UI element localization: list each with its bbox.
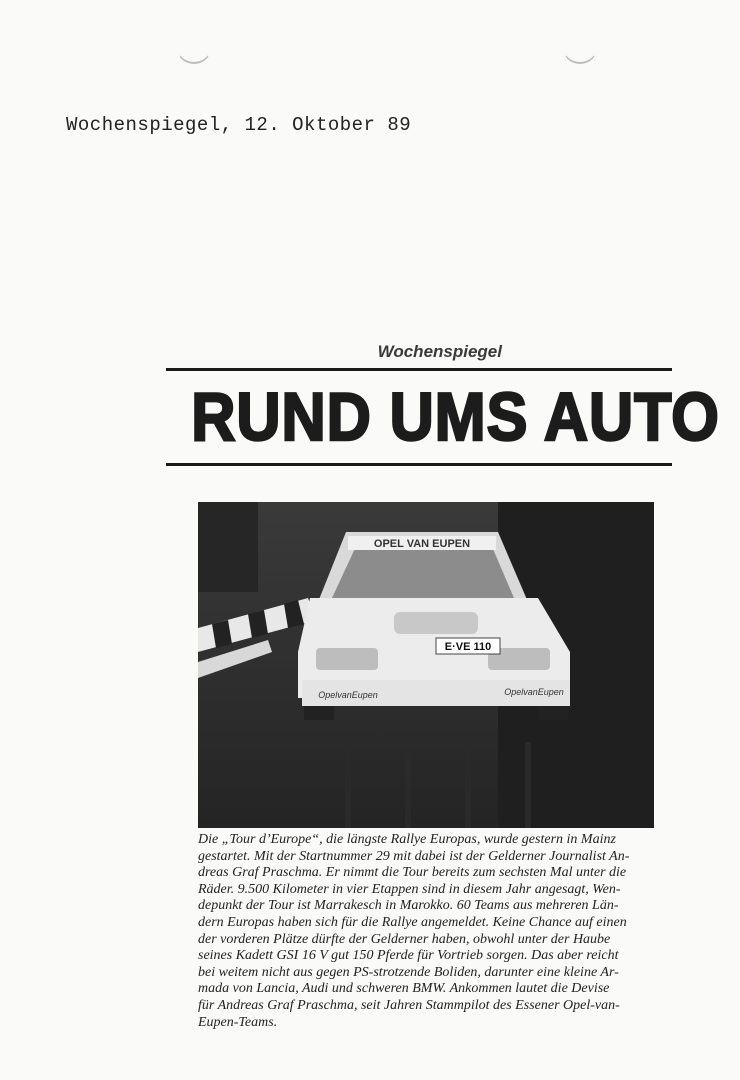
caption-line: gestartet. Mit der Startnummer 29 mit dabei ist der Gelderner Journalist An-: [198, 848, 630, 864]
bus-shape: [198, 502, 258, 592]
bumper-text-right: OpelvanEupen: [504, 687, 564, 697]
newspaper-name: Wochenspiegel: [377, 342, 502, 361]
typed-source-line: Wochenspiegel, 12. Oktober 89: [66, 114, 412, 136]
car-banner-text: OPEL VAN EUPEN: [373, 538, 471, 550]
caption-line: bei weitem nicht aus gegen PS-strotzende Boliden, darunter eine kleine Ar-: [198, 964, 619, 980]
caption-line: dern Europas haben sich für die Rallye angemeldet. Keine Chance auf einen: [198, 914, 627, 930]
rally-car-photo: [198, 502, 654, 828]
rally-car-illustration: [198, 502, 654, 828]
caption-line: mada von Lancia, Audi und schweren BMW. Ankommen lautet die Devise: [198, 981, 610, 997]
license-plate-text: E·VE 110: [444, 641, 492, 653]
caption-line: dreas Graf Praschma. Er nimmt die Tour bereits zum sechsten Mal unter die: [198, 865, 627, 881]
caption-line: der vorderen Plätze dürfte der Gelderner haben, obwohl unter der Haube: [198, 931, 611, 947]
bumper-text-left: OpelvanEupen: [318, 690, 378, 700]
caption-line: Eupen-Teams.: [198, 1014, 278, 1030]
caption-line: Die „Tour d’Europe“, die längste Rallye Europas, wurde gestern in Mainz: [198, 832, 616, 847]
caption-line: depunkt der Tour ist Marrakesch in Marokko. 60 Teams aus mehreren Län-: [198, 898, 619, 914]
newspaper-clipping: [166, 340, 720, 1030]
caption-line: Räder. 9.500 Kilometer in vier Etappen sind in diesem Jahr angesagt, Wen-: [198, 881, 621, 897]
section-title: RUND UMS AUTO: [191, 379, 720, 455]
photo-caption: [198, 832, 656, 1031]
bottom-rule: [166, 463, 672, 466]
caption-line: für Andreas Graf Praschma, seit Jahren Stammpilot des Essener Opel-van-: [198, 997, 620, 1013]
punch-hole-left: [176, 28, 212, 64]
caption-line: seines Kadett GSI 16 V gut 150 Pferde für Vortrieb sorgen. Das aber reicht: [198, 948, 619, 964]
punch-hole-right: [562, 28, 598, 64]
